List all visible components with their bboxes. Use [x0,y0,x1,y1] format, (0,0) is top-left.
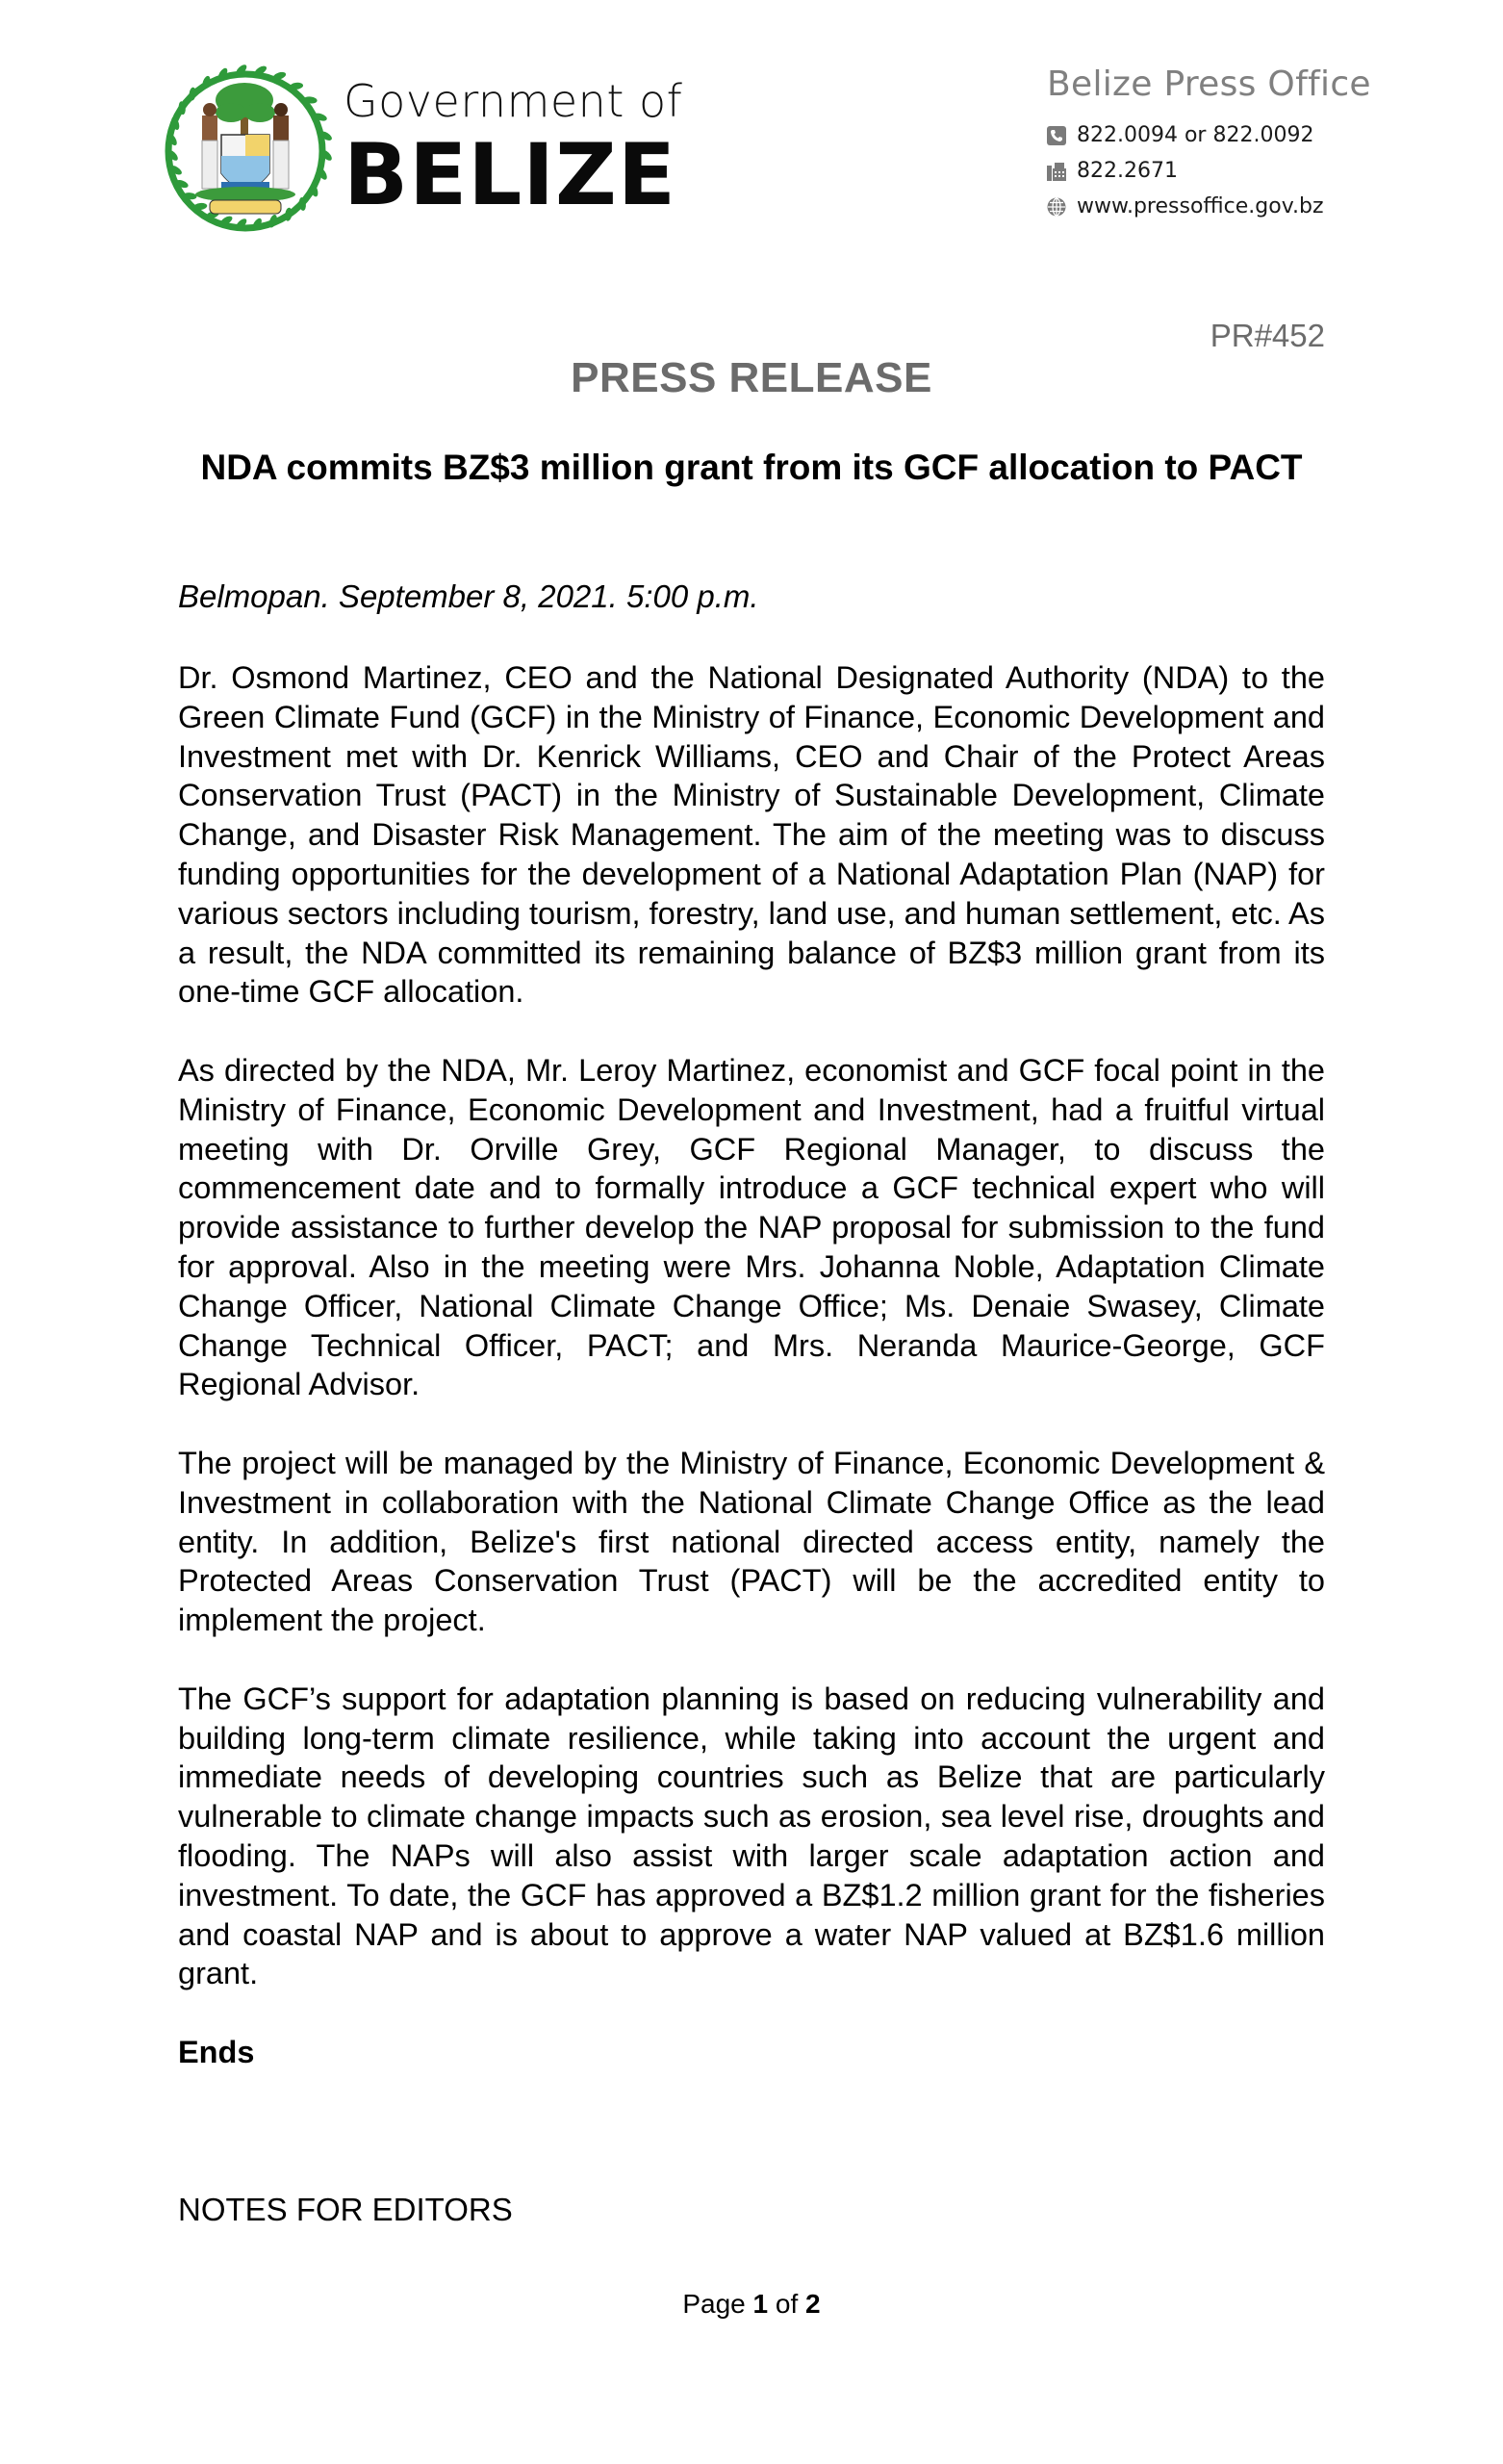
paragraph: As directed by the NDA, Mr. Leroy Martinez, economist and GCF focal point in the Ministry of Finance, Economic Development and Investment, had a fruitful virtual meeting with Dr. Orville Grey, GCF Regional Manager, to discuss the commencement date and to formally introduce a GCF technical expert who will provide assistance to further develop the NAP proposal for submission to the fund for approval. Also in the meeting were Mrs. Johanna Noble, Adaptation Climate Change Officer, National Climate Change Office; Ms. Denaie Swasey, Climate Change Technical Officer, PACT; and Mrs. Neranda Maurice-George, GCF Regional Advisor. [178,1052,1325,1402]
government-wordmark [344,75,683,224]
of-word: of [775,2289,799,2319]
phone-row [1047,117,1371,153]
document-type-title: PRESS RELEASE [571,354,932,401]
org-line-2: BELIZE [344,125,676,224]
website-row [1047,189,1371,224]
ends-marker: Ends [178,2034,255,2069]
press-office-title: Belize Press Office [1047,64,1371,104]
coat-of-arms-icon [154,60,337,243]
page-word: Page [682,2289,746,2319]
paragraph: The GCF’s support for adaptation planning is based on reducing vulnerability and building long-term climate resilience, while taking into account the urgent and immediate needs of developing countries such as Belize that are particularly vulnerable to climate change impacts such as erosion, sea level rise, droughts and flooding. The NAPs will also assist with larger scale adaptation action and investment. To date, the GCF has approved a BZ$1.2 million grant for the fisheries and coastal NAP and is about to approve a water NAP valued at BZ$1.6 million grant. [178,1681,1325,1991]
press-office-contact [1047,64,1371,224]
paragraph: Dr. Osmond Martinez, CEO and the National Designated Authority (NDA) to the Green Climate Fund (GCF) in the Ministry of Finance, Economic Development and Investment met with Dr. Kenrick Williams, CEO and Chair of the Protect Areas Conservation Trust (PACT) in the Ministry of Sustainable Development, Climate Change, and Disaster Risk Management. The aim of the meeting was to discuss funding opportunities for the development of a National Adaptation Plan (NAP) for various sectors including tourism, forestry, land use, and human settlement, etc. As a result, the NDA committed its remaining balance of BZ$3 million grant from its one-time GCF allocation. [178,660,1325,1010]
phone-numbers: 822.0094 or 822.0092 [1077,123,1314,147]
globe-icon [1047,197,1066,217]
body-content [178,658,1325,2111]
page-indicator [0,2289,1503,2320]
phone-icon [1047,126,1066,145]
website-link[interactable]: www.pressoffice.gov.bz [1077,194,1324,218]
coat-of-arms-logo [154,60,337,243]
fax-number: 822.2671 [1077,159,1178,183]
fax-icon [1047,162,1066,181]
org-line-1: Government of [344,75,683,127]
paragraph: The project will be managed by the Ministry of Finance, Economic Development & Investment in collaboration with the National Climate Change Office as the lead entity. In addition, Belize's first national directed access entity, namely the Protected Areas Conservation Trust (PACT) will be the accredited entity to implement the project. [178,1445,1325,1638]
fax-row [1047,153,1371,189]
dateline: Belmopan. September 8, 2021. 5:00 p.m. [178,578,759,614]
notes-for-editors-heading: NOTES FOR EDITORS [178,2192,513,2227]
press-release-number: PR#452 [1210,318,1325,353]
headline: NDA commits BZ$3 million grant from its GCF allocation to PACT [200,448,1303,487]
current-page: 1 [752,2289,769,2319]
total-pages: 2 [805,2289,821,2319]
